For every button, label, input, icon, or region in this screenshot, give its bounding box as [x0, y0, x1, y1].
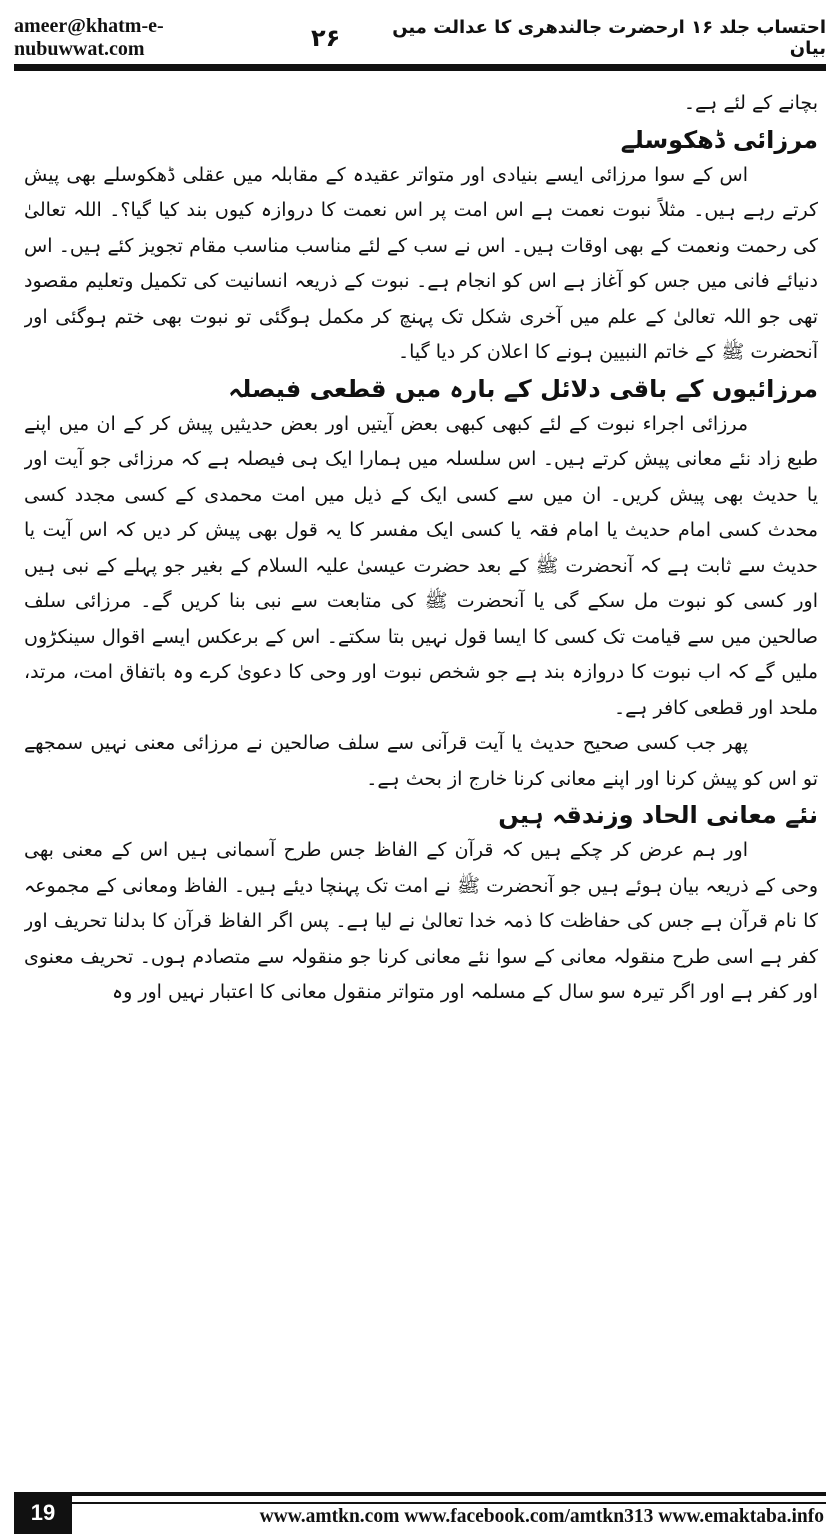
paragraph: پھر جب کسی صحیح حدیث یا آیت قرآنی سے سلف صالحین نے مرزائی معنی نہیں سمجھے تو اس کو پیش کرنا اور اپنے معانی کرنا خارج از بحث ہے۔ [24, 732, 818, 790]
header-book-title: احتساب جلد ۱۶ ارحضرت جالندھری کا عدالت میں بیان [392, 17, 826, 59]
footer-rule-thick [14, 1492, 826, 1496]
paragraph: بچانے کے لئے ہے۔ [683, 92, 818, 114]
page-footer [14, 1492, 826, 1534]
header-rule [14, 64, 826, 71]
header-page-number: ۲۶ [310, 24, 341, 52]
section-heading: نئے معانی الحاد وزندقہ ہیں [498, 801, 818, 829]
paragraph: اس کے سوا مرزائی ایسے بنیادی اور متواتر عقیدہ کے مقابلہ میں عقلی ڈھکوسلے بھی پیش کرتے رہے ہیں۔ مثلاً نبوت نعمت ہے اس امت پر اس نعمت کا دروازہ کیوں بند کیا گیا؟۔ اللہ تعالیٰ کی رحمت ونعمت کے بھی اوقات ہیں۔ اس نے سب کے لئے مناسب مناسب مقام تجویز کئے ہیں۔ اس دنیائے فانی میں جس کو آغاز ہے اس کو انجام ہے۔ نبوت کے ذریعہ انسانیت کی تکمیل وتعلیم مقصود تھی جو اللہ تعالیٰ کے علم میں آخری شکل تک پہنچ کر مکمل ہوگئی تو نبوت بھی ختم ہوگئی اور آنحضرت ﷺ کے خاتم النبیین ہونے کا اعلان کر دیا گیا۔ [24, 163, 818, 363]
paragraph: مرزائی اجراء نبوت کے لئے کبھی کبھی بعض آیتیں اور بعض حدیثیں پیش کر کے ان میں اپنے طبع زاد نئے معانی پیش کرتے ہیں۔ اس سلسلہ میں ہمارا ایک ہی فیصلہ ہے کہ مرزائی جو آیت اور یا حدیث بھی پیش کریں۔ ان میں سے کسی ایک کے ذیل میں امت محمدی کے کسی مجدد کسی محدث کسی امام حدیث یا امام فقہ یا کسی ایک مفسر کا یہ قول بھی پیش کر دیں کہ اس آیت یا حدیث سے ثابت ہے کہ آنحضرت ﷺ کے بعد حضرت عیسیٰ علیہ السلام کے بغیر جو پہلے کے نبی ہیں اور کسی کو نبوت مل سکے گی یا آنحضرت ﷺ کی متابعت سے نبی بنا کریں گے۔ مرزائی سلف صالحین میں سے قیامت تک کسی کا ایسا قول نہیں بتا سکتے۔ اس کے برعکس ایسے اقوال سینکڑوں ملیں گے کہ اب نبوت کا دروازہ بند ہے جو شخص نبوت اور وحی کا دعویٰ کرے وہ باتفاق امت، مرتد، ملحد اور قطعی کافر ہے۔ [24, 412, 818, 719]
footer-rule-thin [14, 1502, 826, 1504]
section-heading: مرزائیوں کے باقی دلائل کے بارہ میں قطعی فیصلہ [228, 374, 818, 403]
footer-folio: 19 [14, 1492, 72, 1534]
header-title-group [293, 17, 826, 59]
section-heading: مرزائی ڈھکوسلے [620, 125, 818, 154]
page-body [24, 86, 818, 1472]
footer-urls: www.amtkn.com www.facebook.com/amtkn313 www.emaktaba.info [259, 1506, 824, 1527]
paragraph: اور ہم عرض کر چکے ہیں کہ قرآن کے الفاظ جس طرح آسمانی ہیں اس کے معنی بھی وحی کے ذریعہ بیان ہوئے ہیں جو آنحضرت ﷺ نے امت تک پہنچا دیئے ہیں۔ الفاظ ومعانی کے مجموعہ کا نام قرآن ہے جس کی حفاظت کا ذمہ خدا تعالیٰ نے لیا ہے۔ پس اگر الفاظ قرآن کا بدلنا تحریف اور کفر ہے اسی طرح منقولہ معانی کے سوا نئے معانی کرنا جو منقولہ سے متصادم ہوں۔ تحریف معنوی اور کفر ہے اور اگر تیرہ سو سال کے مسلمہ اور متواتر منقول معانی کا اعتبار نہیں اور وہ [24, 839, 818, 1003]
page-header [14, 15, 826, 60]
header-email: ameer@khatm-e-nubuwwat.com [14, 15, 164, 60]
